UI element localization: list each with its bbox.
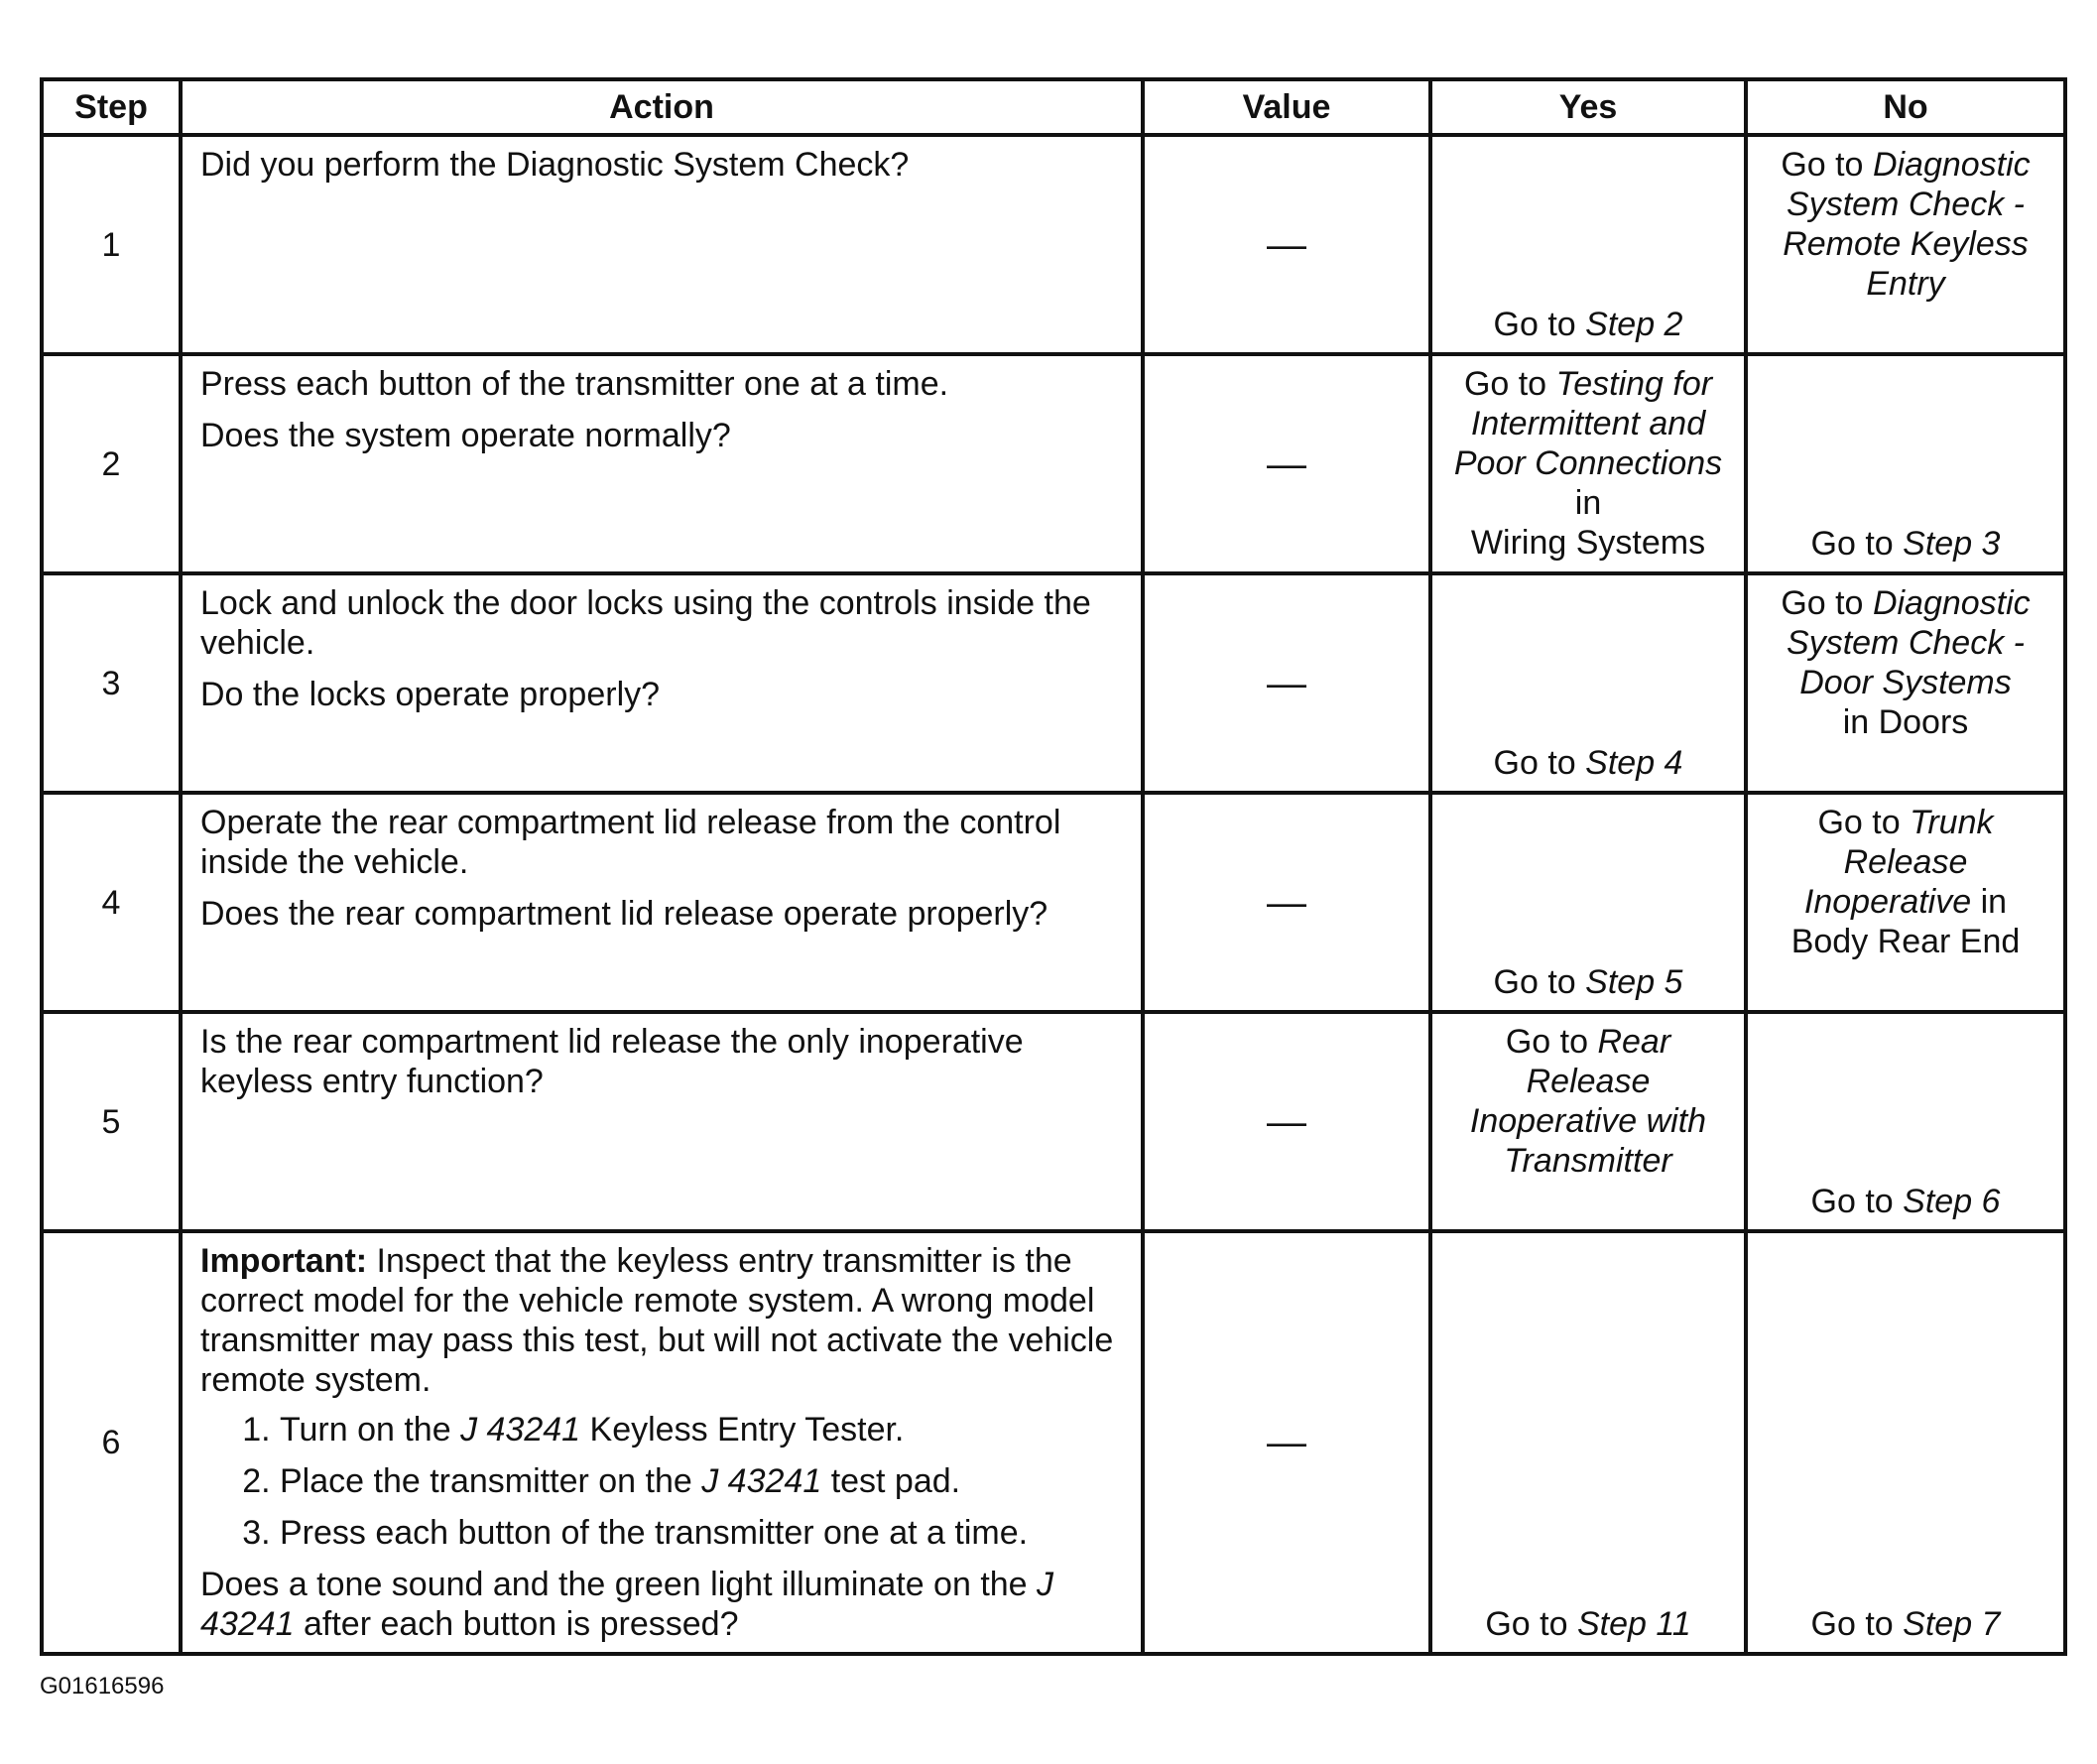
procedure-text: Press each button of the transmitter one at a time. [280,1514,1029,1552]
step-number: 5 [42,1012,181,1231]
action-cell [181,354,1143,573]
yes-link-rear-release-line-2[interactable]: Release [1526,1063,1651,1100]
action-text: Press each button of the transmitter one at a time. [200,365,949,403]
important-text: Inspect that the keyless entry transmitter is the correct model for the vehicle remote system. A wrong model transmitter may pass this test, but will not activate the vehicle remote system. [200,1242,1114,1399]
yes-link-step-5[interactable]: Step 5 [1585,963,1683,1001]
action-question: Is the rear compartment lid release the only inoperative keyless entry function? [200,1023,1024,1100]
no-cell [1746,573,2065,793]
procedure-step-1 [280,1410,1123,1449]
header-yes: Yes [1430,79,1746,135]
yes-prefix: Go to [1505,1023,1588,1061]
question-text: Does a tone sound and the green light illuminate on the [200,1566,1028,1603]
no-link-diagnostic-line-4[interactable]: Entry [1866,265,1945,303]
procedure-list [200,1410,1123,1553]
header-action: Action [181,79,1143,135]
no-prefix: Go to [1817,804,1901,841]
step-number: 6 [42,1231,181,1654]
yes-suffix-section: Wiring Systems [1470,524,1706,562]
step-number: 1 [42,135,181,354]
yes-link-step-4[interactable]: Step 4 [1585,744,1683,782]
yes-cell [1430,354,1746,573]
table-header-row [42,79,2065,135]
procedure-step-3 [280,1513,1123,1553]
no-suffix-in: in [1980,883,2008,921]
yes-prefix: Go to [1463,365,1547,403]
yes-link-rear-release-line-4[interactable]: Transmitter [1504,1142,1672,1180]
no-cell [1746,354,2065,573]
yes-link-step-11[interactable]: Step 11 [1576,1605,1691,1643]
yes-cell [1430,793,1746,1012]
no-cell [1746,1012,2065,1231]
figure-id: G01616596 [40,1673,165,1700]
tool-ref: J 43241 [701,1462,822,1500]
value-cell: — [1143,1231,1430,1654]
header-step: Step [42,79,181,135]
action-question [200,1565,1123,1644]
procedure-text: Keyless Entry Tester. [589,1411,905,1449]
yes-link-testing-line-1[interactable]: Testing for [1555,365,1713,403]
value-cell: — [1143,354,1430,573]
no-link-step-7[interactable]: Step 7 [1903,1605,2001,1643]
step-number: 2 [42,354,181,573]
table-row-step-5 [42,1012,2065,1231]
value-cell: — [1143,793,1430,1012]
question-text: after each button is pressed? [304,1605,739,1643]
table-row-step-6 [42,1231,2065,1654]
no-link-diagnostic-line-2[interactable]: System Check - [1787,186,2025,223]
no-prefix: Go to [1781,146,1864,184]
no-link-diagnostic-line-1[interactable]: Diagnostic [1872,146,2031,184]
table-row-step-1 [42,135,2065,354]
action-question: Does the system operate normally? [200,417,731,454]
yes-cell [1430,573,1746,793]
header-no: No [1746,79,2065,135]
no-suffix-section: Body Rear End [1790,923,2021,960]
tool-ref: J 43241 [460,1411,581,1449]
action-cell [181,573,1143,793]
value-cell: — [1143,1012,1430,1231]
tool-ref: J 43241 [200,1566,1054,1643]
action-question: Do the locks operate properly? [200,676,661,713]
yes-link-rear-release-line-3[interactable]: Inoperative with [1469,1102,1707,1140]
table-row-step-2 [42,354,2065,573]
yes-link-rear-release-line-1[interactable]: Rear [1597,1023,1671,1061]
no-suffix-section: in Doors [1842,703,1969,741]
diagnostic-table [40,77,2067,1656]
action-cell [181,1231,1143,1654]
no-prefix: Go to [1810,1605,1894,1643]
no-cell [1746,793,2065,1012]
important-label: Important: [200,1242,368,1280]
no-link-trunk-line-3[interactable]: Inoperative [1803,883,1972,921]
action-cell [181,1012,1143,1231]
action-text: Operate the rear compartment lid release from the control inside the vehicle. [200,804,1061,881]
no-prefix: Go to [1810,1183,1894,1220]
procedure-text: Place the transmitter on the [280,1462,692,1500]
yes-cell [1430,1012,1746,1231]
no-link-step-3[interactable]: Step 3 [1903,525,2001,563]
no-prefix: Go to [1810,525,1894,563]
step-number: 4 [42,793,181,1012]
action-question: Does the rear compartment lid release operate properly? [200,895,1048,933]
no-link-door-check-line-1[interactable]: Diagnostic [1872,584,2031,622]
no-prefix: Go to [1781,584,1864,622]
value-cell: — [1143,573,1430,793]
table-row-step-4 [42,793,2065,1012]
action-cell [181,793,1143,1012]
no-cell [1746,135,2065,354]
action-text: Did you perform the Diagnostic System Check? [200,146,910,184]
yes-prefix: Go to [1485,1605,1568,1643]
no-link-step-6[interactable]: Step 6 [1903,1183,2001,1220]
procedure-step-2 [280,1461,1123,1501]
yes-link-step-2[interactable]: Step 2 [1585,306,1683,343]
yes-prefix: Go to [1493,963,1576,1001]
no-cell [1746,1231,2065,1654]
no-link-trunk-line-1[interactable]: Trunk [1910,804,1994,841]
procedure-text: Turn on the [280,1411,451,1449]
yes-link-testing-line-3[interactable]: Poor Connections [1453,444,1723,482]
yes-cell [1430,135,1746,354]
yes-prefix: Go to [1493,744,1576,782]
header-value: Value [1143,79,1430,135]
yes-suffix-in: in [1574,484,1602,522]
no-link-door-check-line-3[interactable]: Door Systems [1799,664,2012,701]
step-number: 3 [42,573,181,793]
no-link-diagnostic-line-3[interactable]: Remote Keyless [1783,225,2029,263]
yes-link-testing-line-2[interactable]: Intermittent and [1470,405,1706,442]
no-link-trunk-line-2[interactable]: Release [1843,843,1968,881]
action-text: Lock and unlock the door locks using the controls inside the vehicle. [200,584,1091,662]
no-link-door-check-line-2[interactable]: System Check - [1787,624,2025,662]
table-row-step-3 [42,573,2065,793]
procedure-text: test pad. [830,1462,961,1500]
yes-cell [1430,1231,1746,1654]
value-cell: — [1143,135,1430,354]
action-cell [181,135,1143,354]
important-note [200,1241,1123,1400]
yes-prefix: Go to [1493,306,1576,343]
